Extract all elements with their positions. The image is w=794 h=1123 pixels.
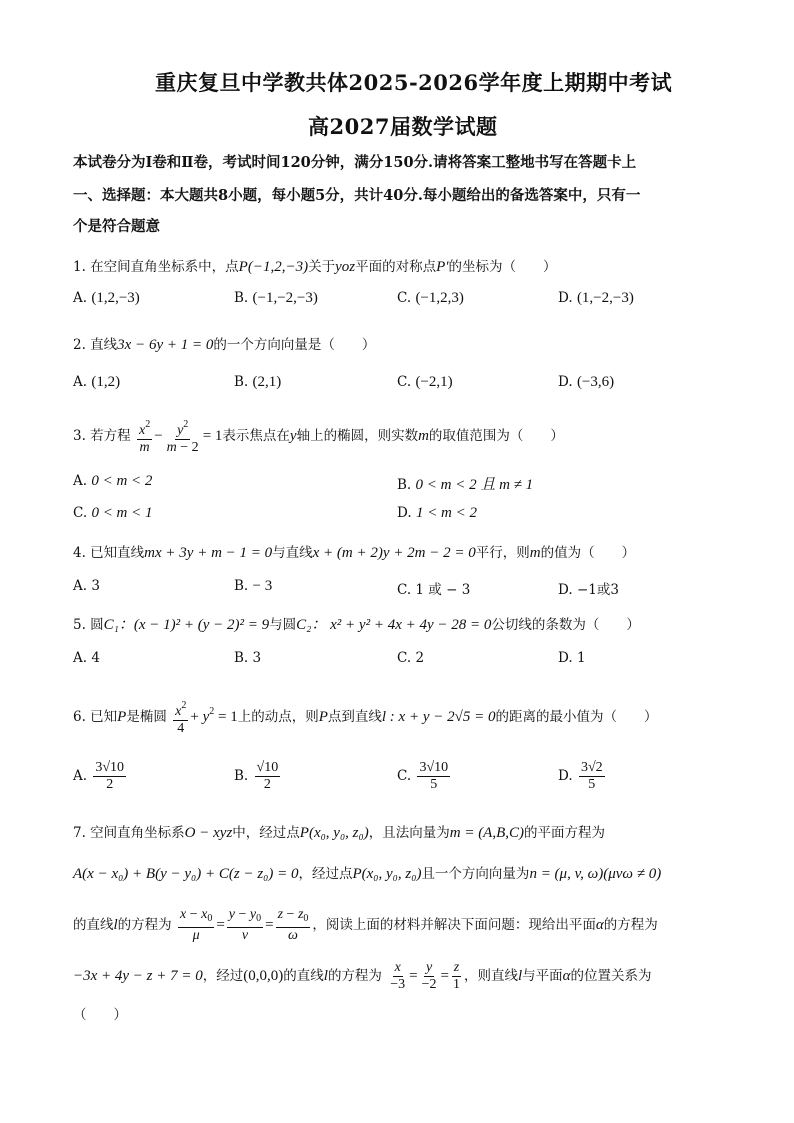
q4-option-a[interactable]: A. 3 <box>73 578 100 594</box>
exam-title-line1: 重庆复旦中学教共体2025-2026学年度上期期中考试 <box>155 70 673 95</box>
q5-option-c[interactable]: C. 2 <box>397 650 425 666</box>
q2-option-c[interactable]: C. (−2,1) <box>397 374 453 390</box>
q3-option-c[interactable]: C. 0 < m < 1 <box>73 505 153 521</box>
question-4: 4. 已知直线mx + 3y + m − 1 = 0与直线x + (m + 2)y + 2m − 2 = 0平行，则m的值为（ ） <box>73 545 636 561</box>
intro-line2: 一、选择题：本大题共8小题，每小题5分，共计40分.每小题给出的备选答案中，只有一 <box>73 187 641 204</box>
q5-option-b[interactable]: B. 3 <box>234 650 262 666</box>
q3-option-d[interactable]: D. 1 < m < 2 <box>397 505 478 521</box>
intro-line1: 本试卷分为Ⅰ卷和Ⅱ卷，考试时间120分钟，满分150分.请将答案工整地书写在答题卡上 <box>73 154 637 171</box>
q6-ellipse-fraction: $\frac{x^2}{4}$ <box>175 700 187 736</box>
q2-option-b[interactable]: B. (2,1) <box>234 374 282 390</box>
q1-option-a[interactable]: A. (1,2,−3) <box>73 290 140 306</box>
question-5: 5. 圆C₁：(x − 1)² + (y − 2)² = 9与圆C₂： x² + y² + 4x + 4y − 28 = 0公切线的条数为（ ） <box>73 617 640 633</box>
q2-option-d[interactable]: D. (−3,6) <box>558 374 615 390</box>
q1-option-d[interactable]: D. (1,−2,−3) <box>558 290 634 306</box>
question-7-line2: A(x − x₀) + B(y − y₀) + C(z − z₀) = 0，经过点P(x₀, y₀, z₀)且一个方向向量为n = (μ, v, ω)(μvω ≠ 0) <box>73 866 662 882</box>
q2-option-a[interactable]: A. (1,2) <box>73 374 121 390</box>
q4-option-c[interactable]: C. 1 或 − 3 <box>397 582 471 598</box>
q4-option-d[interactable]: D. −1或3 <box>558 582 619 598</box>
question-7-line3: 的直线l的方程为 $\frac{x - x_0}{\mu}$ = $\frac{y - y_0}{v}$ = $\frac{z - z_0}{\omega}$ ，阅读上面的材料并解决下面问题：现给出平面α的方程为 <box>73 907 658 943</box>
q3-option-a[interactable]: A. 0 < m < 2 <box>73 473 153 489</box>
question-6: 6. 已知P是椭圆 $\frac{x^2}{4}$ + $y^2 = 1$上的动点，则P点到直线l : x + y − 2√5 = 0的距离的最小值为（ ） <box>73 700 658 736</box>
question-7-line5: （ ） <box>73 1007 127 1023</box>
q6-option-d[interactable]: D. $\frac{3√2}{5}$ <box>558 760 603 792</box>
q6-option-c[interactable]: C. $\frac{3√10}{5}$ <box>397 760 449 792</box>
q5-option-a[interactable]: A. 4 <box>73 650 100 666</box>
question-2: 2. 直线3x − 6y + 1 = 0的一个方向向量是（ ） <box>73 337 376 353</box>
question-1: 1. 在空间直角坐标系中，点P(−1,2,−3)关于yoz平面的对称点P′的坐标为（ ） <box>73 259 557 275</box>
q4-option-b[interactable]: B. − 3 <box>234 578 273 594</box>
q3-fraction-x: $\frac{x^2}{m}$ <box>138 419 151 455</box>
question-3: 3. 若方程 $\frac{x^2}{m}$ − $\frac{y^2}{m - 2}$ = 1表示焦点在y轴上的椭圆，则实数m的取值范围为（ ） <box>73 419 564 455</box>
q1-option-c[interactable]: C. (−1,2,3) <box>397 290 464 306</box>
q6-option-a[interactable]: A. $\frac{3√10}{2}$ <box>73 760 125 792</box>
q6-option-b[interactable]: B. $\frac{√10}{2}$ <box>234 760 279 792</box>
q3-fraction-y: $\frac{y^2}{m - 2}$ <box>166 419 199 455</box>
question-7-line1: 7. 空间直角坐标系O − xyz中，经过点P(x₀, y₀, z₀)，且法向量为m = (A,B,C)的平面方程为 <box>73 825 606 841</box>
question-7-line4: −3x + 4y − z + 7 = 0，经过(0,0,0)的直线l的方程为 $\frac{x}{-3}$ = $\frac{y}{-2}$ = $\frac{z}{1}$ ，则直线l与平面α的位置关系为 <box>73 960 652 992</box>
q5-option-d[interactable]: D. 1 <box>558 650 586 666</box>
q1-option-b[interactable]: B. (−1,−2,−3) <box>234 290 318 306</box>
q3-option-b[interactable]: B. 0 < m < 2 且 m ≠ 1 <box>397 477 534 493</box>
intro-line3: 个是符合题意 <box>73 218 160 235</box>
exam-title-line2: 高2027届数学试题 <box>308 114 498 139</box>
